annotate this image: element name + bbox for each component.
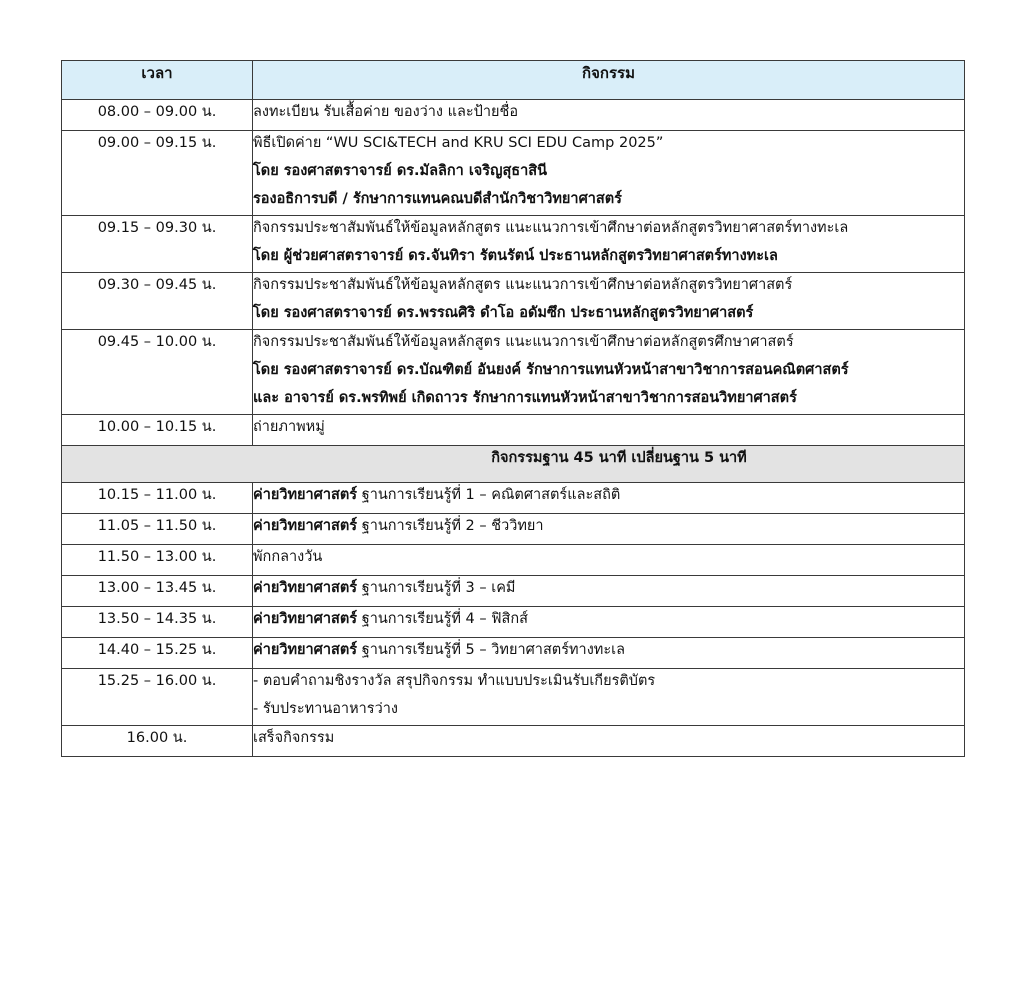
speaker-line: โดย รองศาสตราจารย์ ดร.บัณฑิตย์ อันยงค์ รักษาการแทนหัวหน้าสาขาวิชาการสอนคณิตศาสตร์ [253, 362, 849, 378]
row-time: 11.05 – 11.50 น. [62, 514, 253, 545]
activity-line: - รับประทานอาหารว่าง [253, 701, 398, 717]
table-row [62, 638, 965, 669]
row-activity [253, 216, 965, 273]
row-activity [253, 638, 965, 669]
row-time: 09.45 – 10.00 น. [62, 330, 253, 415]
speaker-line: โดย ผู้ช่วยศาสตราจารย์ ดร.จันทิรา รัตนรัตน์ ประธานหลักสูตรวิทยาศาสตร์ทางทะเล [253, 248, 778, 264]
header-row [62, 61, 965, 100]
row-time: 15.25 – 16.00 น. [62, 669, 253, 726]
activity-line: กิจกรรมประชาสัมพันธ์ให้ข้อมูลหลักสูตร แนะแนวการเข้าศึกษาต่อหลักสูตรศึกษาศาสตร์ [253, 334, 794, 350]
row-time: 10.15 – 11.00 น. [62, 483, 253, 514]
table-row [62, 607, 965, 638]
row-activity [253, 607, 965, 638]
row-activity [253, 726, 965, 757]
table-row [62, 216, 965, 273]
row-activity [253, 131, 965, 216]
row-time: 14.40 – 15.25 น. [62, 638, 253, 669]
row-activity [253, 330, 965, 415]
table-row [62, 415, 965, 446]
table-row [62, 100, 965, 131]
activity-line [253, 607, 964, 637]
row-time: 10.00 – 10.15 น. [62, 415, 253, 446]
row-activity [253, 576, 965, 607]
row-activity [253, 669, 965, 726]
banner-text: กิจกรรมฐาน 45 นาที เปลี่ยนฐาน 5 นาที [491, 450, 747, 466]
activity-line: - ตอบคำถามชิงรางวัล สรุปกิจกรรม ทำแบบประเมินรับเกียรติบัตร [253, 673, 656, 689]
table-row [62, 330, 965, 415]
activity-line: กิจกรรมประชาสัมพันธ์ให้ข้อมูลหลักสูตร แนะแนวการเข้าศึกษาต่อหลักสูตรวิทยาศาสตร์ [253, 277, 793, 293]
row-activity [253, 545, 965, 576]
camp-label: ค่ายวิทยาศาสตร์ [253, 518, 358, 534]
table-row [62, 483, 965, 514]
header-time: เวลา [62, 61, 253, 100]
activity-line: เสร็จกิจกรรม [253, 730, 335, 746]
station-detail: ฐานการเรียนรู้ที่ 1 – คณิตศาสตร์และสถิติ [361, 487, 621, 503]
speaker-line: และ อาจารย์ ดร.พรทิพย์ เกิดถาวร รักษาการแทนหัวหน้าสาขาวิชาการสอนวิทยาศาสตร์ [253, 390, 797, 406]
station-detail: ฐานการเรียนรู้ที่ 2 – ชีววิทยา [361, 518, 544, 534]
row-activity [253, 415, 965, 446]
camp-label: ค่ายวิทยาศาสตร์ [253, 611, 358, 627]
row-time: 16.00 น. [62, 726, 253, 757]
row-time: 11.50 – 13.00 น. [62, 545, 253, 576]
camp-label: ค่ายวิทยาศาสตร์ [253, 487, 358, 503]
activity-line [253, 483, 964, 513]
table-row [62, 545, 965, 576]
row-activity [253, 100, 965, 131]
activity-line: ลงทะเบียน รับเสื้อค่าย ของว่าง และป้ายชื่อ [253, 104, 519, 120]
activity-line [253, 638, 964, 668]
table-row [62, 273, 965, 330]
camp-label: ค่ายวิทยาศาสตร์ [253, 580, 358, 596]
station-banner [62, 446, 965, 483]
header-activity: กิจกรรม [253, 61, 965, 100]
schedule-table [61, 60, 965, 757]
table-row [62, 726, 965, 757]
camp-label: ค่ายวิทยาศาสตร์ [253, 642, 358, 658]
station-detail: ฐานการเรียนรู้ที่ 5 – วิทยาศาสตร์ทางทะเล [361, 642, 625, 658]
row-time: 09.00 – 09.15 น. [62, 131, 253, 216]
activity-line: พิธีเปิดค่าย “WU SCI&TECH and KRU SCI EDU Camp 2025” [253, 135, 664, 151]
table-row [62, 514, 965, 545]
table-row [62, 131, 965, 216]
speaker-line: โดย รองศาสตราจารย์ ดร.พรรณศิริ ดำโอ อดัมซึก ประธานหลักสูตรวิทยาศาสตร์ [253, 305, 754, 321]
activity-line: กิจกรรมประชาสัมพันธ์ให้ข้อมูลหลักสูตร แนะแนวการเข้าศึกษาต่อหลักสูตรวิทยาศาสตร์ทางทะเล [253, 220, 849, 236]
row-time: 09.30 – 09.45 น. [62, 273, 253, 330]
row-time: 09.15 – 09.30 น. [62, 216, 253, 273]
activity-line: พักกลางวัน [253, 549, 323, 565]
banner-row [62, 446, 965, 483]
table-row [62, 576, 965, 607]
row-activity [253, 483, 965, 514]
row-activity [253, 514, 965, 545]
speaker-line: โดย รองศาสตราจารย์ ดร.มัลลิกา เจริญสุธาสินี [253, 163, 548, 179]
speaker-title-line: รองอธิการบดี / รักษาการแทนคณบดีสำนักวิชาวิทยาศาสตร์ [253, 191, 622, 207]
row-time: 08.00 – 09.00 น. [62, 100, 253, 131]
station-detail: ฐานการเรียนรู้ที่ 3 – เคมี [361, 580, 516, 596]
table-row [62, 669, 965, 726]
station-detail: ฐานการเรียนรู้ที่ 4 – ฟิสิกส์ [361, 611, 528, 627]
row-time: 13.50 – 14.35 น. [62, 607, 253, 638]
activity-line [253, 576, 964, 606]
activity-line: ถ่ายภาพหมู่ [253, 419, 325, 435]
activity-line [253, 514, 964, 544]
row-time: 13.00 – 13.45 น. [62, 576, 253, 607]
row-activity [253, 273, 965, 330]
